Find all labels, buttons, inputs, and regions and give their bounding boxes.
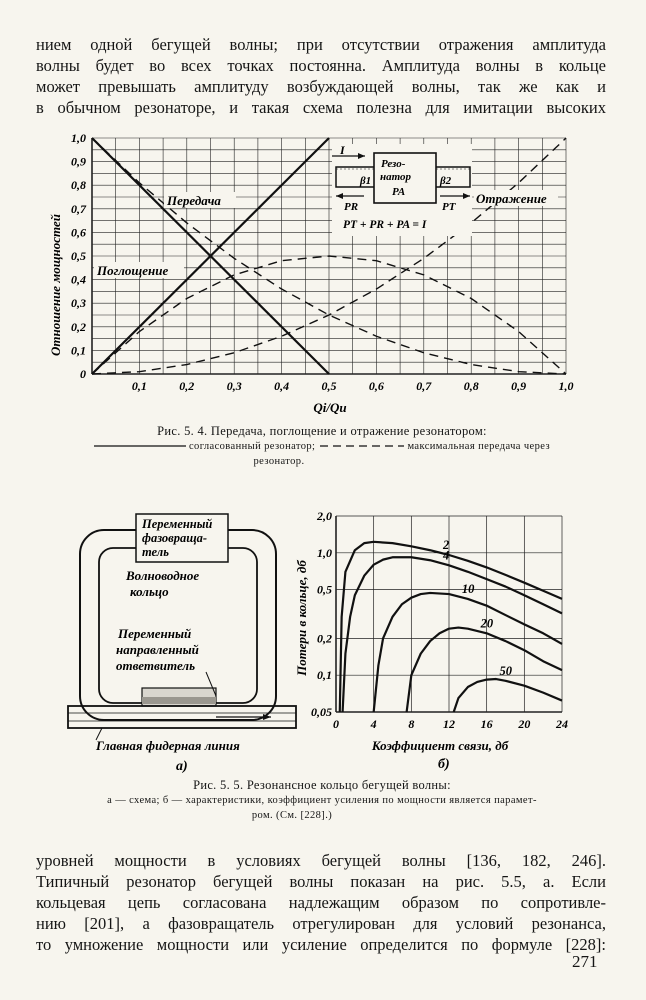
inset-pt: PT: [442, 201, 456, 213]
y-tick-label: 0,05: [311, 705, 332, 719]
figure-5-4-chart: [30, 130, 590, 420]
label-ring: кольцо: [130, 584, 169, 599]
text-line: может превышать амплитуду возбуждающей волны, так же как и: [36, 77, 606, 96]
x-tick-label: 0,8: [463, 379, 479, 393]
caption-title: Рис. 5. 5. Резонансное кольцо бегущей волны:: [193, 778, 451, 792]
label-feeder: Главная фидерная линия: [96, 738, 240, 753]
inset-input: I: [340, 143, 345, 157]
legend-solid-line: [94, 443, 186, 449]
series-label: 10: [461, 581, 475, 596]
caption-line2: а — схема; б — характеристики, коэффициент усиления по мощности является парамет-: [107, 795, 537, 806]
legend-dashed-text: максимальная передача через: [407, 441, 551, 452]
text-line: кольцевая цепь согласована надлежащим образом по сопротивле-: [36, 893, 606, 912]
x-tick-label: 4: [370, 717, 377, 731]
y-tick-label: 0,3: [71, 296, 86, 311]
caption-legend: [36, 439, 608, 454]
y-tick-label: 1,0: [71, 131, 86, 145]
x-tick-label: 0,3: [226, 379, 242, 393]
label-coupler: Переменный: [118, 626, 192, 641]
x-tick-label: 0,5: [321, 379, 337, 393]
label-reflection: Отражение: [476, 191, 547, 206]
label-phase-shifter: фазовраща-: [142, 531, 208, 545]
series-label: 50: [499, 663, 512, 678]
x-tick-label: 12: [443, 717, 455, 731]
page-number: 271: [572, 952, 598, 971]
bottom-paragraph: [36, 850, 606, 955]
text-line: нием одной бегущей волны; при отсутствии отражения амплитуда: [36, 35, 606, 54]
inset-b2: β2: [440, 175, 452, 187]
y-tick-label: 0: [80, 367, 86, 381]
text-line: волны будет во всех точках постоянна. Амплитуда волны в кольце: [36, 56, 606, 75]
text-line: нию [201], а фазовращатель отрегулирован для условий резонанса,: [36, 914, 606, 933]
x-tick-label: 24: [556, 717, 568, 731]
figure-5-5b-chart: [290, 500, 590, 772]
inset-resonator: Резо-: [381, 158, 406, 170]
x-tick-label: 16: [480, 717, 493, 731]
y-tick-label: 0,5: [71, 249, 86, 263]
y-tick-label: 0,4: [71, 272, 86, 287]
label-absorption: Поглощение: [97, 263, 169, 278]
panel-label-b: б): [438, 757, 450, 772]
x-tick-label: 0,4: [274, 379, 290, 393]
caption-title: Рис. 5. 4. Передача, поглощение и отражение резонатором:: [157, 424, 487, 438]
text-line: в обычном резонаторе, и такая схема полезна для имитации высоких: [36, 98, 606, 117]
figure-5-4-caption: [36, 424, 608, 469]
series-label: 2: [443, 537, 450, 552]
figure-5-5-caption: [36, 778, 608, 823]
top-paragraph: [36, 34, 606, 118]
x-tick-label: 8: [408, 717, 415, 731]
y-tick-label: 1,0: [317, 545, 332, 560]
label-phase-shifter: тель: [142, 545, 169, 559]
series-line: [407, 628, 562, 712]
y-tick-label: 2,0: [317, 509, 332, 523]
label-transmission: Передача: [167, 193, 221, 208]
x-tick-label: 0,6: [368, 379, 384, 393]
x-tick-label: 0,7: [416, 379, 432, 393]
text-line: Типичный резонатор бегущей волны показан на рис. 5.5, а. Если: [36, 872, 606, 891]
y-tick-label: 0,6: [71, 225, 86, 240]
x-axis-label: Коэффициент связи, дб: [371, 738, 509, 753]
x-axis-label: Qi/Qu: [313, 400, 347, 415]
legend-solid-text: согласованный резонатор;: [189, 441, 316, 452]
y-tick-label: 0,7: [71, 201, 86, 216]
inset-resonator: натор: [380, 171, 412, 183]
label-coupler: направленный: [116, 642, 199, 657]
y-tick-label: 0,1: [71, 343, 86, 358]
y-tick-label: 0,2: [317, 631, 332, 646]
label-phase-shifter: Переменный: [142, 517, 213, 531]
y-tick-label: 0,1: [317, 668, 332, 683]
text-line: то умножение мощности или усиление определится по формуле [228]:: [36, 935, 606, 954]
label-coupler: ответвитель: [116, 658, 196, 673]
series-label: 20: [480, 616, 494, 631]
y-tick-label: 0,5: [317, 582, 332, 597]
series-line: [454, 679, 562, 712]
panel-label-a: а): [176, 759, 188, 774]
y-tick-label: 0,9: [71, 154, 86, 169]
y-tick-label: 0,2: [71, 319, 86, 334]
inset-equation: PT + PR + PA = I: [343, 219, 427, 231]
series-line: [374, 593, 562, 712]
x-tick-label: 20: [518, 717, 531, 731]
inset-pr: PR: [344, 201, 359, 213]
y-tick-label: 0,8: [71, 178, 86, 193]
legend-dashed-line: [318, 443, 404, 449]
y-axis-label: Потери в кольце, дб: [294, 560, 309, 676]
caption-legend-line2: резонатор.: [253, 456, 305, 467]
figure-5-5a-schematic: [56, 508, 316, 778]
y-axis-label: Отношение мощностей: [48, 214, 63, 356]
label-ring: Волноводное: [126, 568, 200, 583]
x-tick-label: 1,0: [558, 379, 574, 393]
x-tick-label: 0,1: [131, 379, 147, 393]
caption-line3: ром. (См. [228].): [251, 810, 333, 821]
inset-pa: PA: [392, 186, 406, 198]
inset-b1: β1: [360, 175, 372, 187]
x-tick-label: 0: [333, 717, 339, 731]
text-line: уровней мощности в условиях бегущей волны [136, 182, 246].: [36, 851, 606, 870]
x-tick-label: 0,9: [511, 379, 527, 393]
series-label: 4: [443, 548, 450, 563]
x-tick-label: 0,2: [179, 379, 195, 393]
inset-diagram: [332, 143, 472, 236]
